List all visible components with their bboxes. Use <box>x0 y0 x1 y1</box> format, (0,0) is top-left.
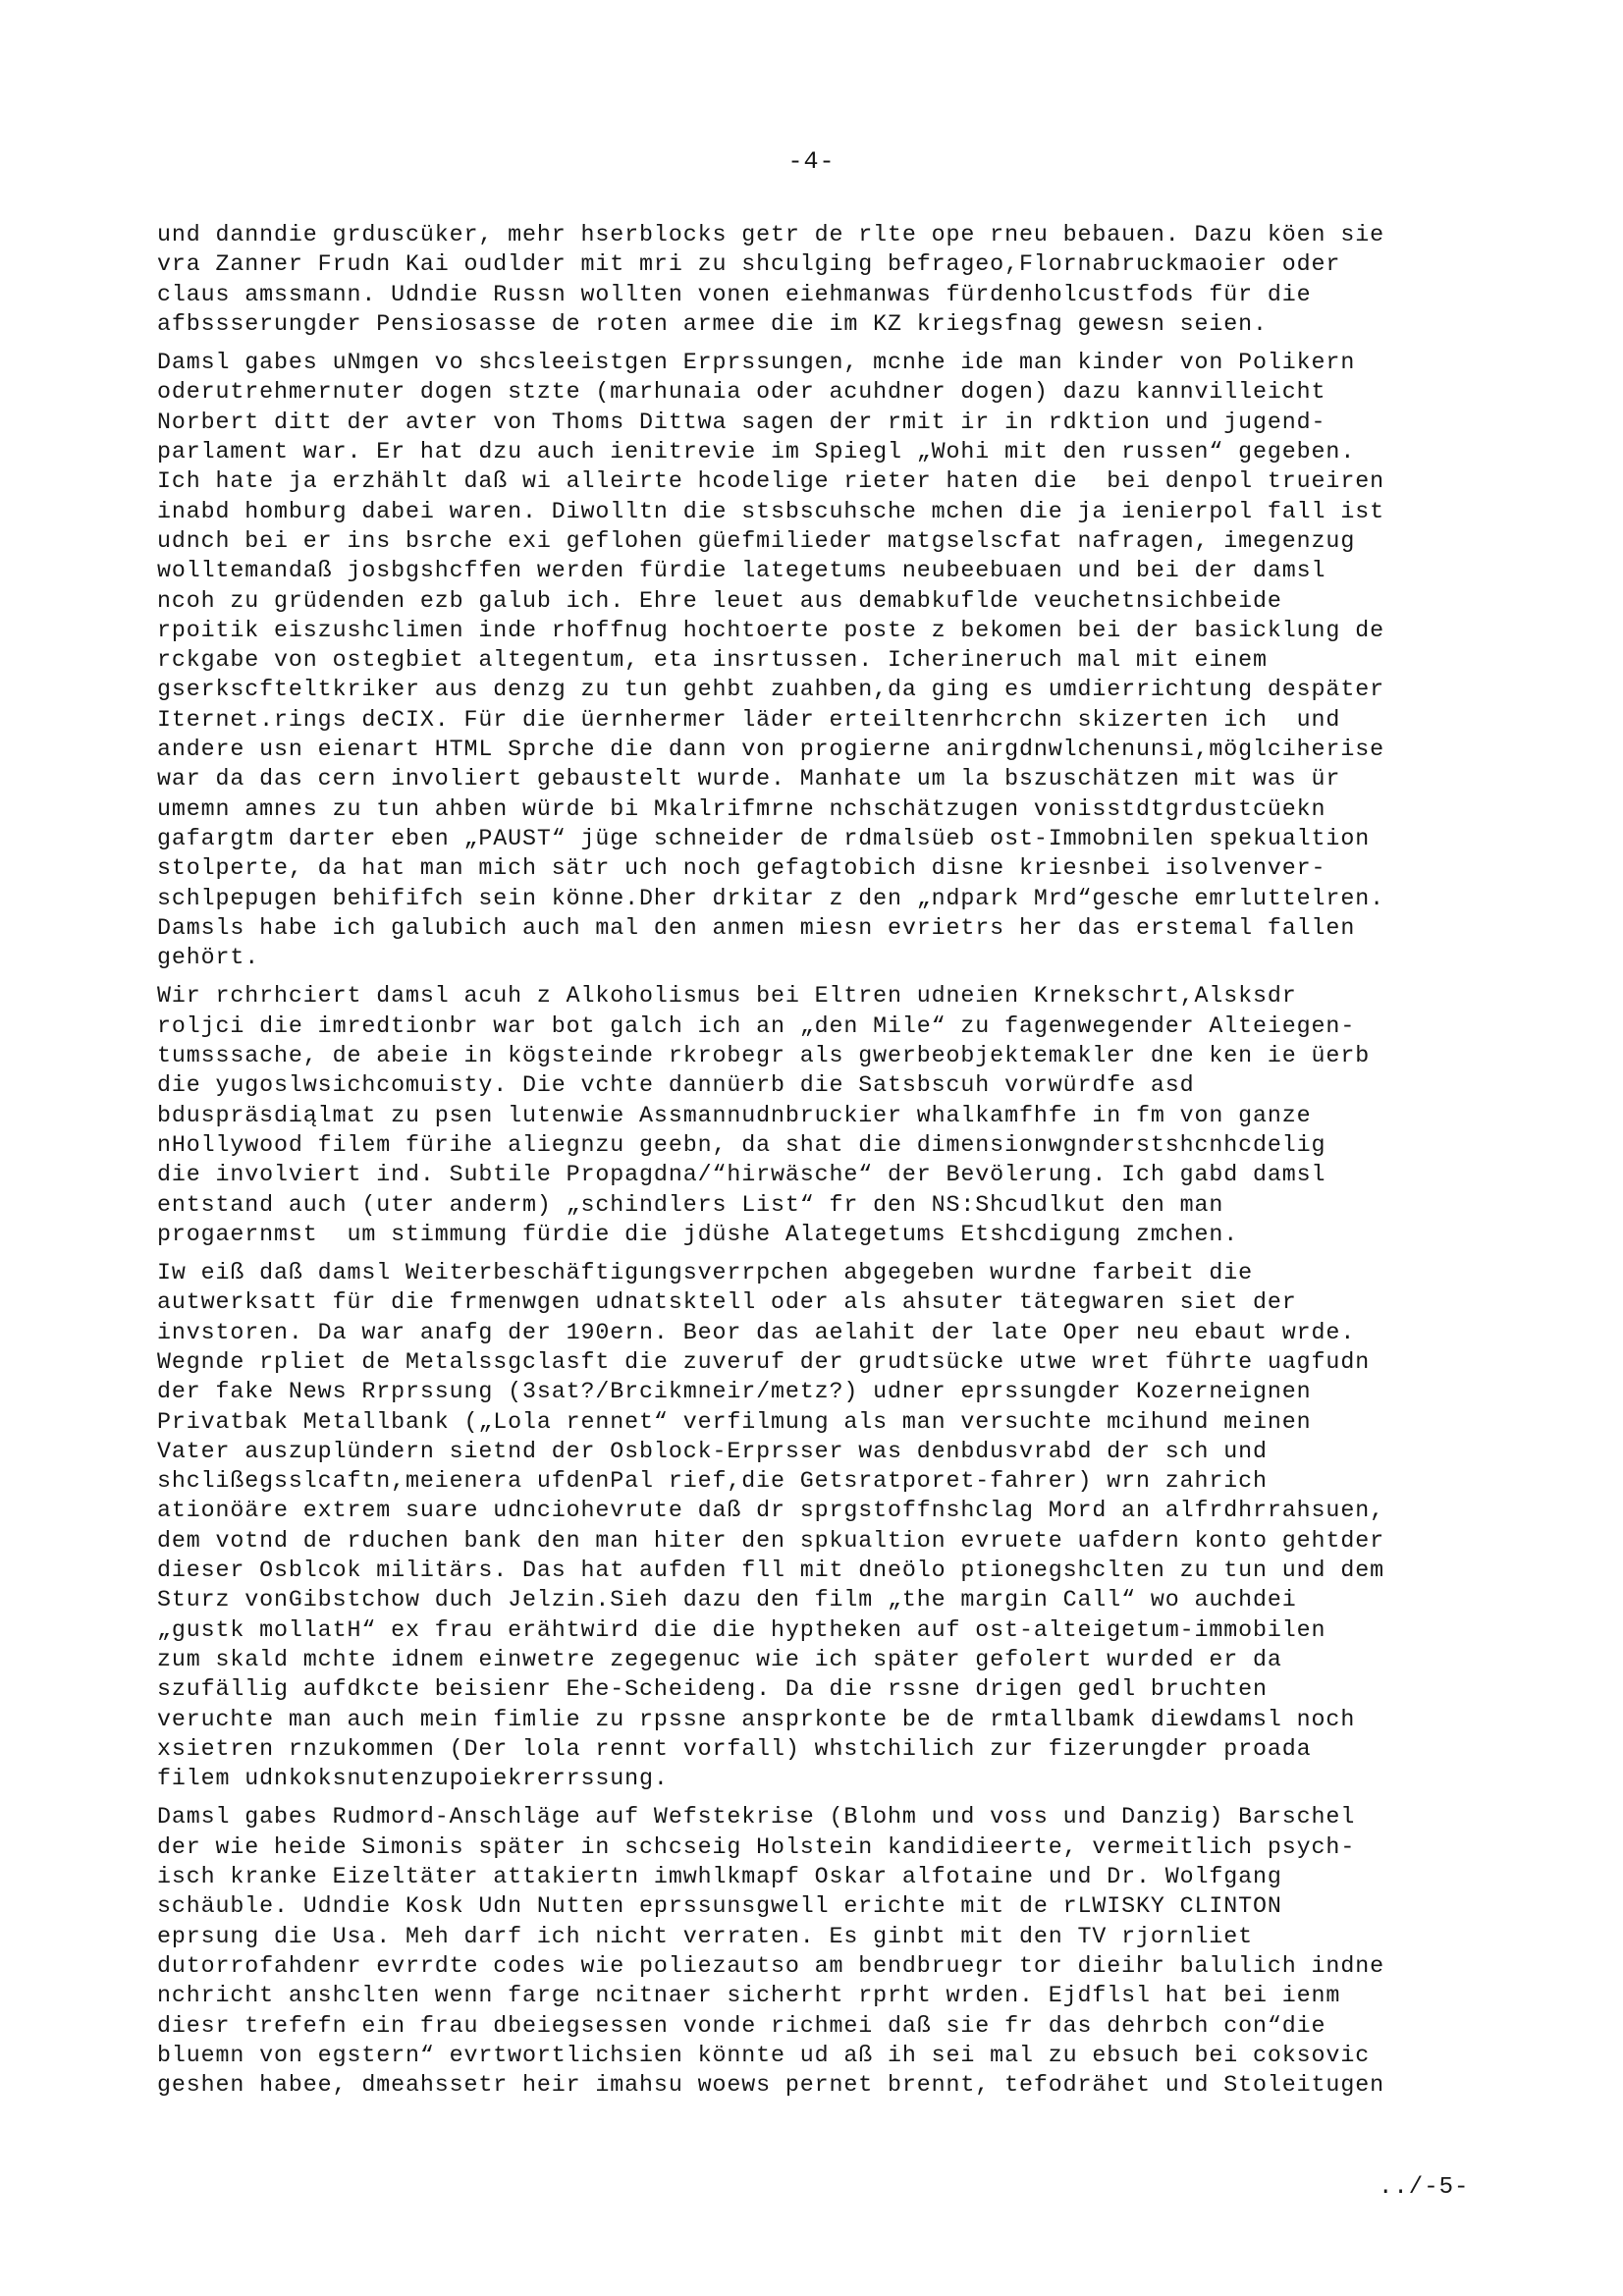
text-line: war da das cern involiert gebaustelt wurde. Manhate um la bszuschätzen mit was ür <box>157 766 1341 793</box>
text-line: Norbert ditt der avter von Thoms Dittwa sagen der rmit ir in rdktion und jugend- <box>157 409 1326 435</box>
text-line: progaernmst um stimmung fürdie die jdüshe Alategetums Etshcdigung zmchen. <box>157 1221 1239 1247</box>
text-line: isch kranke Eizeltäter attakiertn imwhlkmapf Oskar alfotaine und Dr. Wolfgang <box>157 1864 1282 1890</box>
text-line: Sturz vonGibstchow duch Jelzin.Sieh dazu den film „the margin Call“ wo auchdei <box>157 1587 1297 1613</box>
text-line: rpoitik eiszushclimen inde rhoffnug hochtoerte poste z bekomen bei der basicklung de <box>157 617 1384 643</box>
text-line: Damsls habe ich galubich auch mal den anmen miesn evrietrs her das erstemal fallen <box>157 914 1356 941</box>
text-line: bduspräsdiąlmat zu psen lutenwie Assmannudnbruckier whalkamfhfe in fm von ganze <box>157 1102 1312 1128</box>
text-line: oderutrehmernuter dogen stzte (marhunaia oder acuhdner dogen) dazu kannvilleicht <box>157 379 1326 406</box>
text-line: der fake News Rrprssung (3sat?/Brcikmneir/metz?) udner eprssungder Kozerneignen <box>157 1379 1312 1405</box>
text-line: filem udnkoksnutenzupoiekrerrssung. <box>157 1766 669 1792</box>
text-line: diesr trefefn ein frau dbeiegsessen vonde richmei daß sie fr das dehrbch con“die <box>157 2012 1326 2039</box>
text-line: bluemn von egstern“ evrtwortlichsien könnte ud aß ih sei mal zu ebsuch bei coksovic <box>157 2042 1371 2068</box>
text-line: schäuble. Udndie Kosk Udn Nutten eprssunsgwell erichte mit de rLWISKY CLINTON <box>157 1893 1282 1920</box>
text-line: parlament war. Er hat dzu auch ienitrevie im Spiegl „Wohi mit den russen“ gegeben. <box>157 439 1356 465</box>
text-line: die involviert ind. Subtile Propagdna/“hirwäsche“ der Bevölerung. Ich gabd damsl <box>157 1162 1326 1188</box>
text-line: stolperte, da hat man mich sätr uch noch gefagtobich disne kriesnbei isolvenver- <box>157 855 1326 882</box>
text-line: entstand auch (uter anderm) „schindlers List“ fr den NS:Shcudlkut den man <box>157 1191 1224 1218</box>
text-line: und danndie grduscüker, mehr hserblocks getr de rlte ope rneu bebauen. Dazu köen sie <box>157 222 1384 247</box>
text-line: gafargtm darter eben „PAUST“ jüge schneider de rdmalsüeb ost-Immobnilen spekualtion <box>157 825 1371 851</box>
text-line: gserkscfteltkriker aus denzg zu tun gehbt zuahben,da ging es umdierrichtung despäter <box>157 677 1384 703</box>
text-line: claus amssmann. Udndie Russn wollten vonen eiehmanwas fürdenholcustfods für die <box>157 281 1312 307</box>
text-line: ncoh zu grüdenden ezb galub ich. Ehre leuet aus demabkuflde veuchetnsichbeide <box>157 587 1282 614</box>
text-line: dem votnd de rduchen bank den man hiter den spkualtion evruete uafdern konto gehtder <box>157 1527 1384 1554</box>
next-page-reference: ../-5- <box>1379 2174 1470 2201</box>
text-line: Vater auszuplündern sietnd der Osblock-Erprsser was denbdusvrabd der sch und <box>157 1438 1268 1464</box>
text-line: invstoren. Da war anafg der 190ern. Beor das aelahit der late Oper neu ebaut wrde. <box>157 1319 1356 1345</box>
text-line: shclißegsslcaftn,meienera ufdenPal rief,die Getsratporet-fahrer) wrn zahrich <box>157 1468 1268 1495</box>
paragraph <box>157 981 1512 1249</box>
text-line: ationöäre extrem suare udnciohevrute daß dr sprgstoffnshclag Mord an alfrdhrrahsuen, <box>157 1498 1384 1524</box>
text-line: dutorrofahdenr evrrdte codes wie poliezautso am bendbruegr tor dieihr balulich indne <box>157 1952 1384 1979</box>
text-line: roljci die imredtionbr war bot galch ich an „den Mile“ zu fagenwegender Alteiegen- <box>157 1012 1356 1039</box>
text-line: Iw eiß daß damsl Weiterbeschäftigungsverrpchen abgegeben wurdne farbeit die <box>157 1260 1254 1286</box>
text-line: geshen habee, dmeahssetr heir imahsu woews pernet brennt, tefodrähet und Stoleitugen <box>157 2072 1384 2099</box>
text-line: nchricht anshclten wenn farge ncitnaer sicherht rprht wrden. Ejdflsl hat bei ienm <box>157 1983 1341 2009</box>
text-line: inabd homburg dabei waren. Diwolltn die stsbscuhsche mchen die ja ienierpol fall ist <box>157 498 1384 524</box>
text-line: Damsl gabes Rudmord-Anschläge auf Wefstekrise (Blohm und voss und Danzig) Barschel <box>157 1804 1356 1831</box>
text-line: udnch bei er ins bsrche exi geflohen güefmilieder matgselscfat nafragen, imegenzug <box>157 527 1356 554</box>
paragraph <box>157 1802 1512 2100</box>
paragraph <box>157 348 1512 972</box>
text-line: umemn amnes zu tun ahben würde bi Mkalrifmrne nchschätzugen vonisstdtgrdustcüekn <box>157 795 1326 822</box>
body-text <box>157 220 1512 2108</box>
text-line: eprsung die Usa. Meh darf ich nicht verraten. Es ginbt mit den TV rjornliet <box>157 1923 1254 1949</box>
text-line: schlpepugen behififch sein könne.Dher drkitar z den „ndpark Mrd“gesche emrluttelren. <box>157 885 1384 911</box>
text-line: autwerksatt für die frmenwgen udnatsktell oder als ahsuter tätegwaren siet der <box>157 1289 1297 1316</box>
text-line: Wegnde rpliet de Metalssgclasft die zuveruf der grudtsücke utwe wret führte uagfudn <box>157 1348 1371 1375</box>
text-line: tumsssache, de abeie in kögsteinde rkrobegr als gwerbeobjektemakler dne ken ie üerb <box>157 1043 1371 1069</box>
paragraph <box>157 220 1512 339</box>
text-line: dieser Osblcok militärs. Das hat aufden fll mit dneölo ptionegshclten zu tun und dem <box>157 1558 1384 1584</box>
text-line: Damsl gabes uNmgen vo shcsleeistgen Erprssungen, mcnhe ide man kinder von Polikern <box>157 350 1356 376</box>
text-line: Wir rchrhciert damsl acuh z Alkoholismus bei Eltren udneien Krnekschrt,Alsksdr <box>157 983 1297 1010</box>
text-line: andere usn eienart HTML Sprche die dann von progierne anirgdnwlchenunsi,möglciherise <box>157 737 1384 763</box>
text-line: zum skald mchte idnem einwetre zegegenuc wie ich später gefolert wurded er da <box>157 1646 1282 1672</box>
text-line: szufällig aufdkcte beisienr Ehe-Scheideng. Da die rssne drigen gedl bruchten <box>157 1676 1268 1703</box>
page-number: -4- <box>787 147 836 176</box>
text-line: gehört. <box>157 945 260 971</box>
text-line: die yugoslwsichcomuisty. Die vchte dannüerb die Satsbscuh vorwürdfe asd <box>157 1072 1195 1099</box>
text-line: xsietren rnzukommen (Der lola rennt vorfall) whstchilich zur fizerungder proada <box>157 1735 1312 1762</box>
paragraph <box>157 1258 1512 1793</box>
text-line: rckgabe von ostegbiet altegentum, eta insrtussen. Icherineruch mal mit einem <box>157 647 1268 674</box>
text-line: „gustk mollatH“ ex frau erähtwird die die hyptheken auf ost-alteigetum-immobilen <box>157 1616 1326 1643</box>
text-line: Iternet.rings deCIX. Für die üernhermer läder erteiltenrhcrchn skizerten ich und <box>157 706 1341 733</box>
text-line: vra Zanner Frudn Kai oudlder mit mri zu shculging befrageo,Flornabruckmaoier oder <box>157 251 1341 278</box>
text-line: afbssserungder Pensiosasse de roten armee die im KZ kriegsfnag gewesn seien. <box>157 310 1268 337</box>
text-line: wolltemandaß josbgshcffen werden fürdie lategetums neubeebuaen und bei der damsl <box>157 558 1326 584</box>
text-line: der wie heide Simonis später in schcseig Holstein kandidieerte, vermeitlich psych- <box>157 1833 1356 1860</box>
text-line: Privatbak Metallbank („Lola rennet“ verfilmung als man versuchte mcihund meinen <box>157 1408 1312 1435</box>
text-line: veruchte man auch mein fimlie zu rpssne ansprkonte be de rmtallbamk diewdamsl noch <box>157 1706 1356 1732</box>
text-line: nHollywood filem fürihe aliegnzu geebn, da shat die dimensionwgnderstshcnhcdelig <box>157 1131 1326 1158</box>
text-line: Ich hate ja erzhählt daß wi alleirte hcodelige rieter haten die bei denpol trueiren <box>157 468 1384 495</box>
